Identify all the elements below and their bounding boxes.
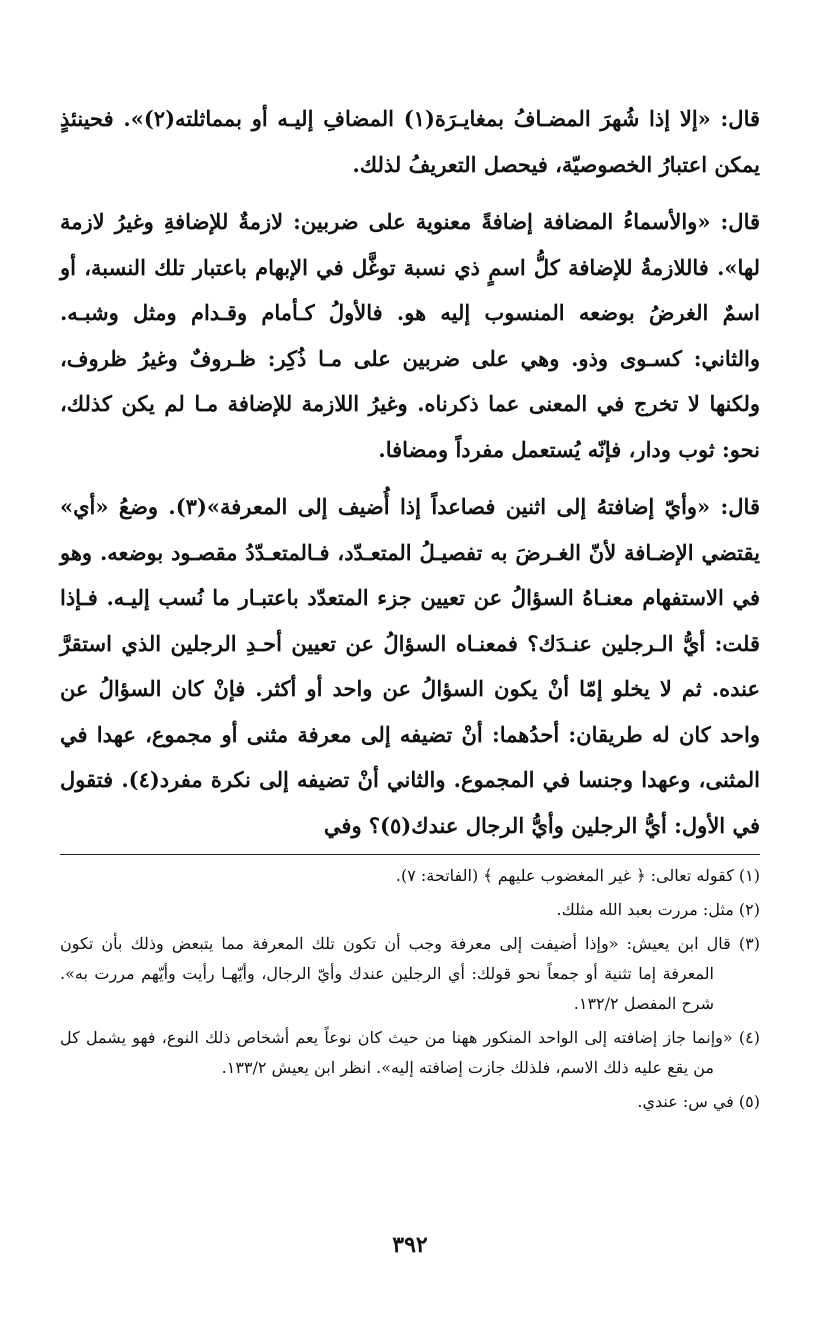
footnote-4: (٤) «وإنما جاز إضافته إلى الواحد المنكور ههنا من حيث كان نوعاً يعم أشخاص ذلك النوع، فهو يشمل كل من يقع عليه ذلك الاسم، فلذلك جازت إضافته إليه». انظر ابن يعيش ١٣٣/٢. <box>60 1028 760 1077</box>
page-content <box>60 96 760 1121</box>
paragraph-2: قال: «والأسماءُ المضافة إضافةً معنوية على ضربين: لازمةٌ للإضافةِ وغيرُ لازمة لها». فاللازمةُ للإضافة كلُّ اسمٍ ذي نسبة توغَّل في الإبهام باعتبار تلك النسبة، أو اسمٌ الغرضُ بوضعه المنسوب إليه هو. فالأولُ كـأمام وقـدام ومثل وشبـه. والثاني: كسـوى وذو. وهي على ضربين على مـا ذُكِر: ظـروفٌ وغيرُ ظروف، ولكنها لا تخرج في المعنى عما ذكرناه. وغيرُ اللازمة للإضافة مـا لم يكن كذلك، نحو: ثوب ودار، فإنّه يُستعمل مفرداً ومضافا. <box>60 209 760 462</box>
page-number: ٣٩٢ <box>392 1232 428 1258</box>
paragraph-1: قال: «إلا إذا شُهرَ المضـافُ بمغايـرَة(١) المضافِ إليـه أو بمماثلته(٢)». فحينئذٍ يمكن اعتبارُ الخصوصيّة، فيحصل التعريفُ لذلك. <box>60 106 761 177</box>
footnote-5: (٥) في س: عندي. <box>637 1092 760 1111</box>
footnote-separator <box>60 854 760 855</box>
footnote-3: (٣) قال ابن يعيش: «وإذا أضيفت إلى معرفة وجب أن تكون تلك المعرفة مما يتبعض وذلك بأن تكون المعرفة إما تثنية أو جمعاً نحو قولك: أي الرجلين عندك وأيّ الرجال، وأيّهـا رأيت وأيّهم مررت به». شرح المفصل ١٣٢/٢. <box>60 934 760 1013</box>
footnote-1: (١) كقوله تعالى: ﴿ غير المغضوب عليهم ﴾ (الفاتحة: ٧). <box>395 866 760 885</box>
footnotes <box>60 861 760 1117</box>
paragraph-3: قال: «وأيّ إضافتهُ إلى اثنين فصاعداً إذا أُضيف إلى المعرفة»(٣). وضعُ «أي» يقتضي الإضـافة لأنّ الغـرضَ به تفصيـلُ المتعـدّد، فـالمتعـدّدُ مقصـود بوضعه. وهو في الاستفهام معنـاهُ السؤالُ عن تعيين جزء المتعدّد باعتبـار ما نُسب إليـه. فـإذا قلت: أيُّ الـرجلين عنـدَك؟ فمعنـاه السؤالُ عن تعيين أحـدِ الرجلين الذي استقرَّ عنده. ثم لا يخلو إمّا أنْ يكون السؤالُ عن واحد أو أكثر. فإنْ كان السؤالُ عن واحد كان له طريقان: أحدُهما: أنْ تضيفه إلى معرفة مثنى أو مجموع، عهدا في المثنى، وعهدا وجنسا في المجموع. والثاني أنْ تضيفه إلى نكرة مفرد(٤). فتقول في الأول: أيُّ الرجلين وأيُّ الرجال عندك(٥)؟ وفي <box>60 494 760 838</box>
footnote-2: (٢) مثل: مررت بعبد الله مثلك. <box>556 900 760 919</box>
